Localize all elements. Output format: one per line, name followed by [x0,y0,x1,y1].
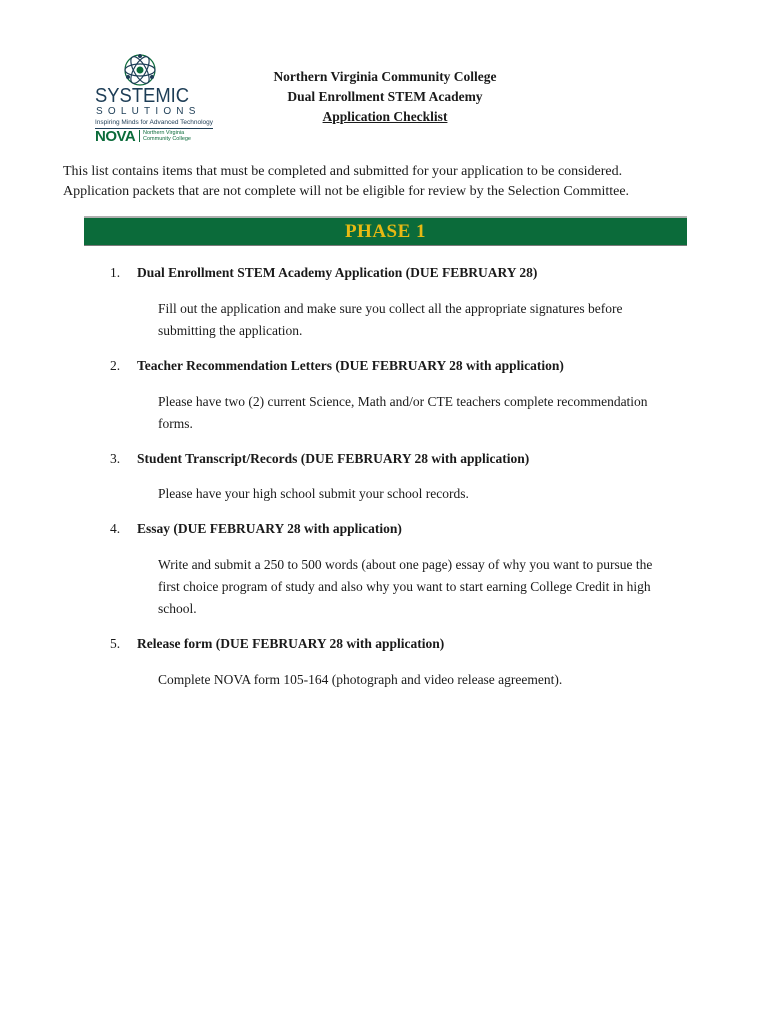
checklist-item-description [158,391,678,435]
document-header [230,67,540,127]
item-number: 5. [110,636,121,651]
item-number: 2. [110,358,121,373]
item-number: 4. [110,521,121,536]
item-title-text: Release form (DUE FEBRUARY 28 with application) [137,636,445,651]
description-line: first choice program of study and also why you want to start earning College Credit in high [158,579,651,594]
phase-label: PHASE 1 [344,221,427,242]
atom-emblem-icon [123,53,157,87]
checklist-item-description [158,483,678,505]
checklist-item-title [110,520,402,538]
intro-line: This list contains items that must be completed and submitted for your application to be considered. [63,164,623,179]
checklist-item-description [158,554,678,620]
item-number: 1. [110,265,121,280]
checklist-item-title [110,450,529,468]
description-line: Complete NOVA form 105-164 (photograph and video release agreement). [158,672,563,687]
intro-line: Application packets that are not complete will not be eligible for review by the Selection Committee. [63,184,630,199]
logo-wordmark-sub: SOLUTIONS [96,106,201,117]
item-title-text: Teacher Recommendation Letters (DUE FEBRUARY 28 with application) [137,358,564,373]
nova-logo-text: NOVA [95,128,136,145]
description-line: Write and submit a 250 to 500 words (about one page) essay of why you want to pursue the [158,557,653,572]
page-title: Application Checklist [322,109,448,124]
description-line: submitting the application. [158,323,303,338]
checklist-item-description [158,298,678,342]
description-line: Fill out the application and make sure you collect all the appropriate signatures before [158,301,623,316]
intro-paragraph [63,162,703,202]
systemic-solutions-logo [95,53,214,145]
nova-logo-subtext: Northern Virginia Community College [139,130,193,142]
header-college: Northern Virginia Community College [273,69,497,84]
logo-wordmark: SYSTEMIC [95,85,190,107]
item-title-text: Essay (DUE FEBRUARY 28 with application) [137,521,402,536]
description-line: Please have your high school submit your school records. [158,486,469,501]
item-number: 3. [110,451,121,466]
header-program: Dual Enrollment STEM Academy [287,89,483,104]
description-line: Please have two (2) current Science, Math and/or CTE teachers complete recommendation [158,394,648,409]
item-title-text: Dual Enrollment STEM Academy Application (DUE FEBRUARY 28) [137,265,538,280]
description-line: forms. [158,416,193,431]
checklist-item-description [158,669,678,691]
checklist-item-title [110,264,537,282]
checklist-item-title [110,357,564,375]
item-title-text: Student Transcript/Records (DUE FEBRUARY 28 with application) [137,451,530,466]
phase-banner [84,216,687,246]
logo-tagline: Inspiring Minds for Advanced Technology [95,119,213,129]
checklist-item-title [110,635,444,653]
description-line: school. [158,601,197,616]
